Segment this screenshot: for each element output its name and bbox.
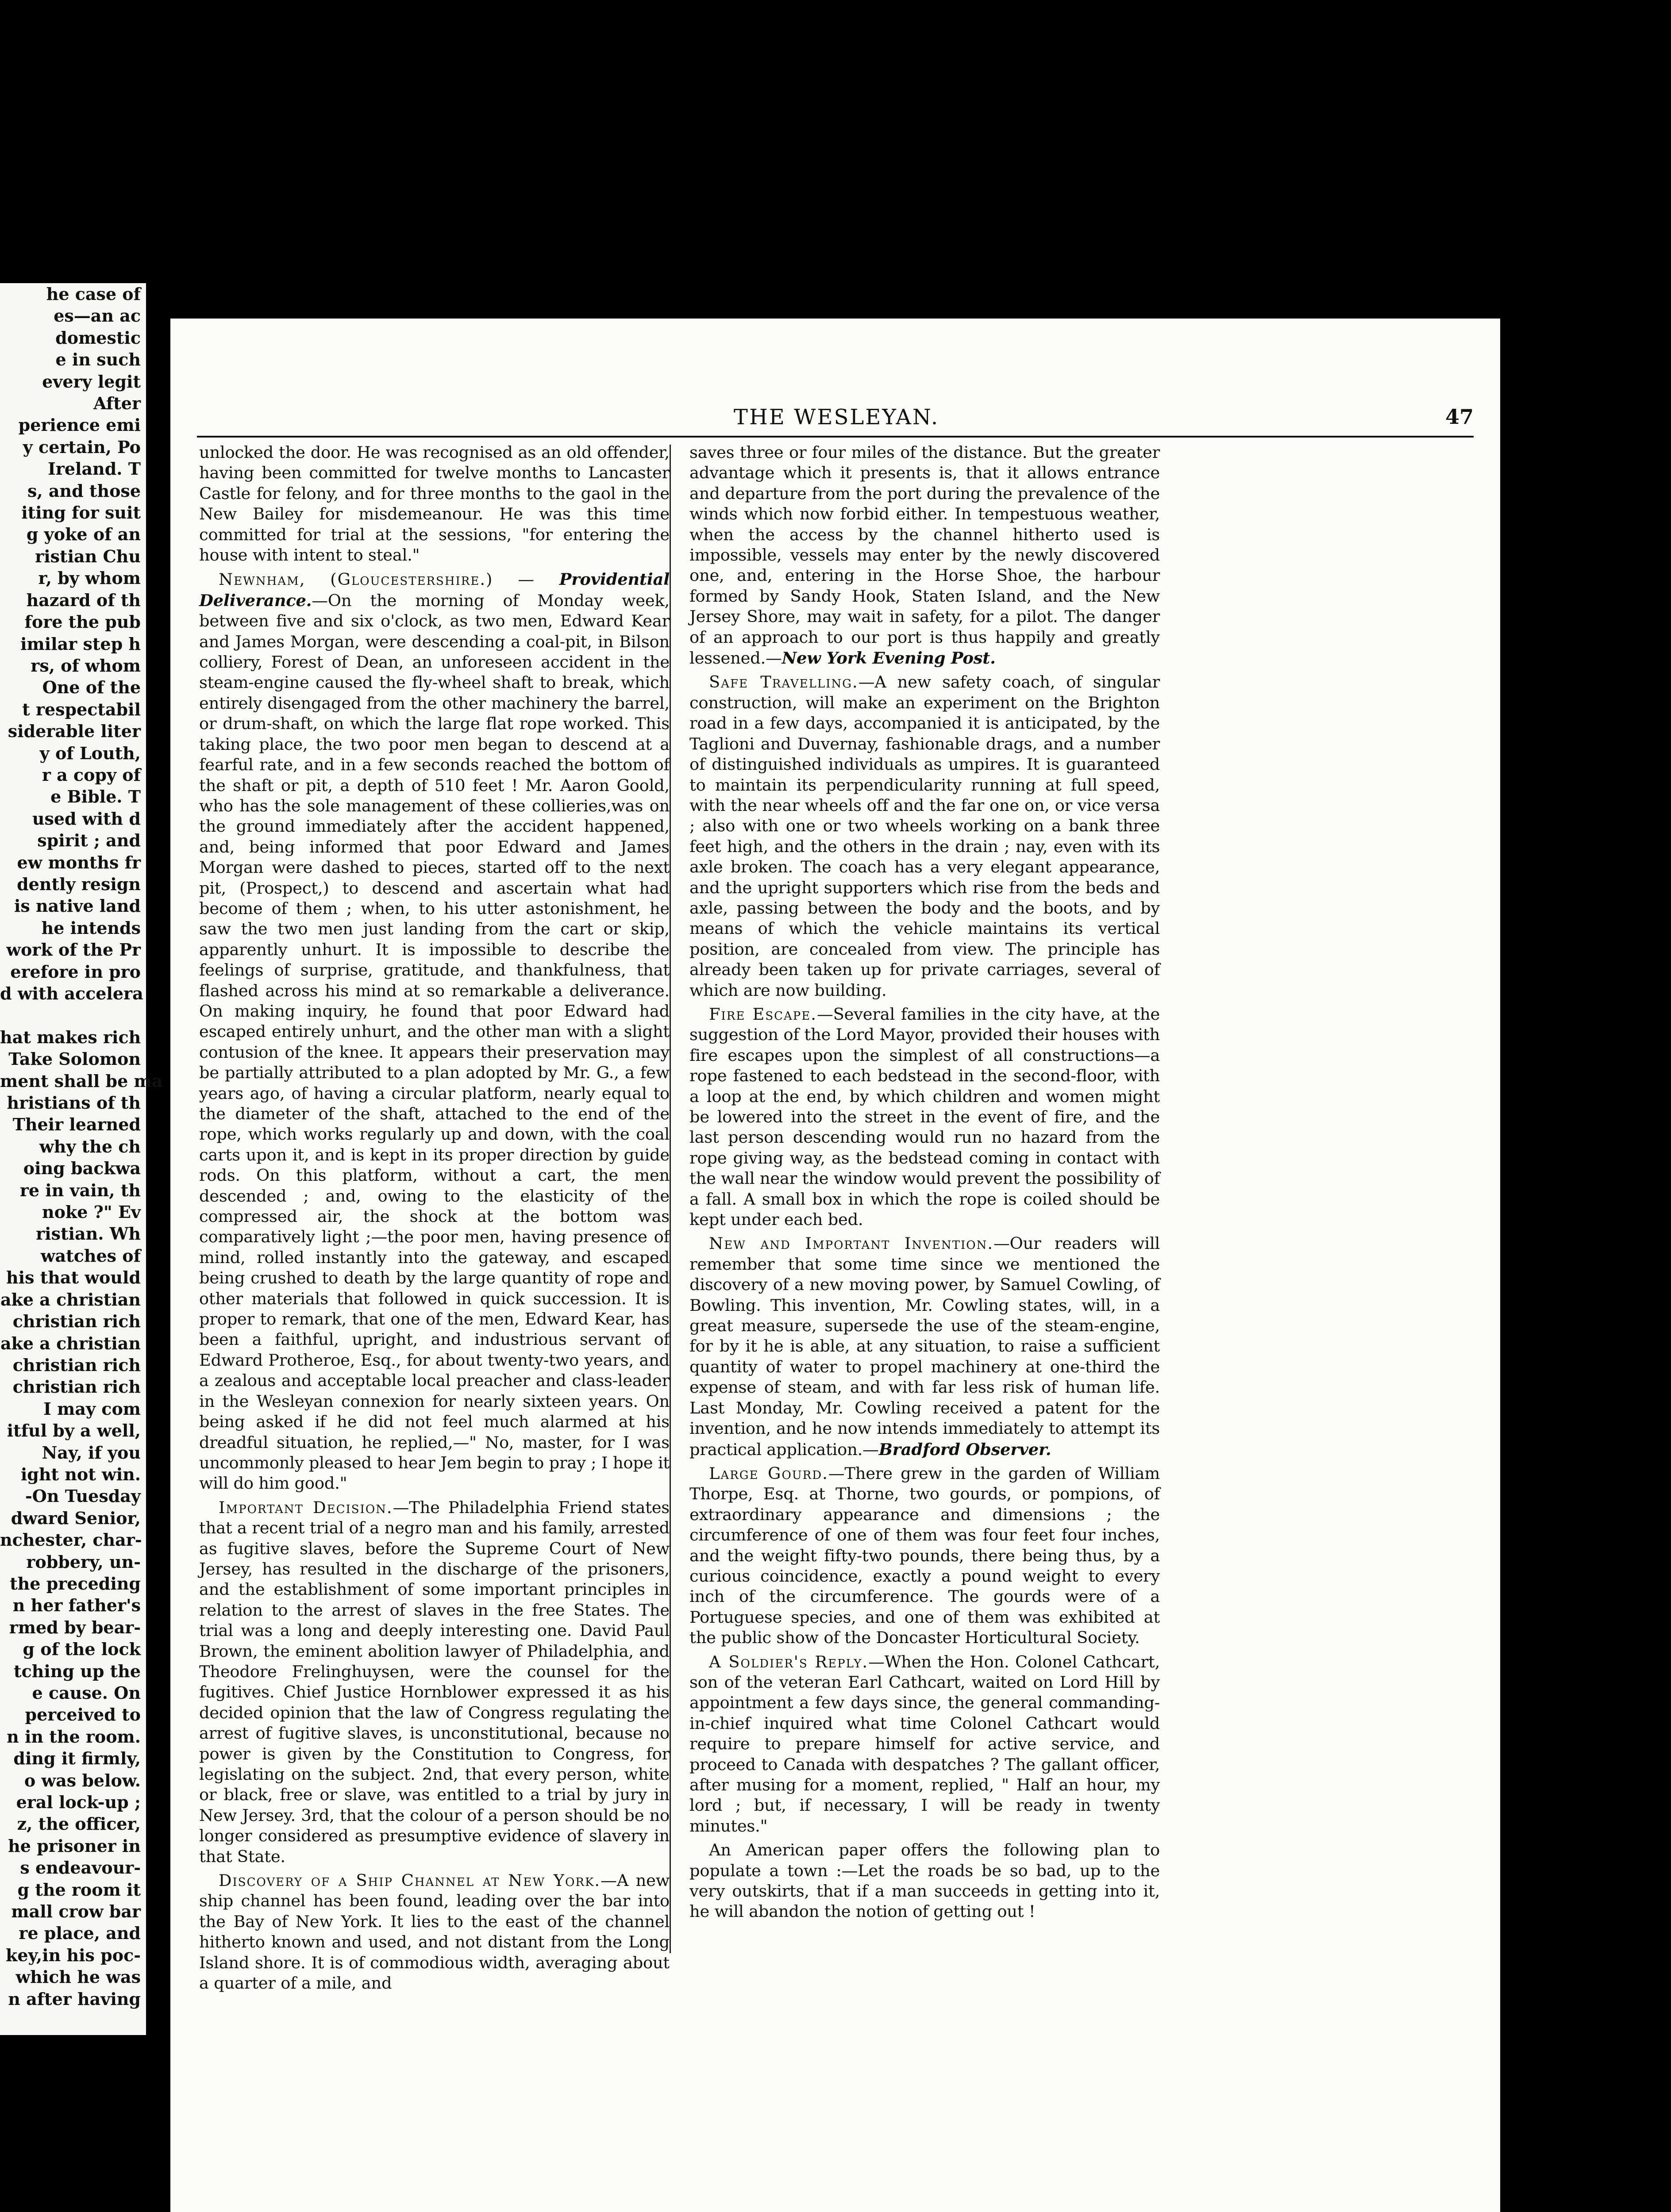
fragment-line: t respectabil: [22, 699, 141, 719]
fragment-line: n her father's: [12, 1595, 141, 1616]
article-body: —When the Hon. Colonel Cathcart, son of the veteran Earl Cathcart, waited on Lord Hill by appointment a few days since, the general commanding-in-chief inquired what time Colonel Cathcart would require to prepare himself for active service, and proceed to Canada with despatches ? The gallant officer, after musing for a moment, replied, " Half an hour, my lord ; but, if necessary, I will be ready in twenty minutes.": [689, 1652, 1160, 1836]
fragment-line: siderable liter: [8, 721, 141, 741]
fragment-line: watches of: [40, 1245, 141, 1266]
fragment-line: his that would: [6, 1267, 141, 1288]
fragment-line: he case of: [46, 284, 141, 304]
article-body: —Several families in the city have, at the suggestion of the Lord Mayor, provided their houses with fire escapes upon the simplest of all constructions—a rope fastened to each bedstead in the second-floor, with a loop at the end, by which children and women might be lowered into the street in the event of fire, and the last person descending would run no hazard from the rope giving way, as the bedstead coming in contact with the wall near the window would prevent the possibility of a fall. A small box in which the rope is coiled should be kept under each bed.: [689, 1004, 1160, 1229]
article-heading: New and Important Invention.: [709, 1234, 994, 1253]
fragment-line: robbery, un-: [26, 1551, 141, 1572]
fragment-line: rs, of whom: [31, 655, 141, 676]
article-paragraph: [689, 1652, 1160, 1837]
fragment-line: the preceding: [10, 1573, 141, 1594]
article-paragraph: [689, 1463, 1160, 1648]
article-source: Bradford Observer.: [878, 1439, 1051, 1459]
article-heading: Newnham, (Gloucestershire.) —: [219, 570, 535, 589]
fragment-line: re in vain, th: [19, 1180, 141, 1200]
fragment-line: ight not win.: [20, 1464, 141, 1484]
fragment-line: fore the pub: [24, 612, 141, 632]
fragment-line: iting for suit: [21, 503, 141, 523]
article-heading: A Soldier's Reply.: [709, 1652, 869, 1671]
fragment-line: ding it firmly,: [13, 1748, 141, 1769]
fragment-line: work of the Pr: [6, 940, 141, 960]
article-paragraph: [199, 569, 670, 1494]
fragment-line: erefore in pro: [10, 961, 141, 982]
fragment-line: imilar step h: [20, 634, 141, 654]
fragment-line: which he was: [15, 1967, 141, 1987]
article-body: —There grew in the garden of William Thorpe, Esq. at Thorne, two gourds, or pompions, of extraordinary appearance and dimensions ; the circumference of one of them was four feet four inches, and the weight fifty-two pounds, there being thus, by a curious coincidence, exactly a pound weight to every inch of the circumference. The gourds were of a Portuguese species, and one of them was exhibited at the public show of the Doncaster Horticultural Society.: [689, 1463, 1160, 1647]
article-paragraph: [689, 1004, 1160, 1230]
article-paragraph: [689, 1233, 1160, 1459]
right-column: [689, 442, 1160, 1926]
article-heading: Discovery of a Ship Channel at New York.: [219, 1871, 601, 1890]
fragment-line: ake a christian: [0, 1289, 141, 1310]
fragment-line: e Bible. T: [50, 787, 141, 807]
fragment-line: r, by whom: [38, 568, 141, 588]
fragment-line: re place, and: [19, 1923, 141, 1943]
fragment-line: spirit ; and: [37, 830, 141, 851]
article-body: An American paper offers the following plan to populate a town :—Let the roads be so bad, up to the very outskirts, that if a man succeeds in getting into it, he will abandon the notion of getting out !: [689, 1840, 1160, 1921]
fragment-line: g the room it: [17, 1879, 141, 1900]
article-paragraph: [199, 442, 670, 565]
fragment-line: y certain, Po: [23, 437, 141, 457]
fragment-line: Ireland. T: [48, 459, 141, 479]
fragment-line: domestic: [55, 327, 141, 348]
fragment-line: christian rich: [12, 1355, 141, 1375]
fragment-line: s endeavour-: [20, 1858, 141, 1878]
fragment-line: One of the: [42, 677, 141, 698]
fragment-line: every legit: [42, 371, 141, 392]
article-heading: Safe Travelling.: [709, 672, 859, 692]
fragment-line: hat makes rich: [0, 1027, 141, 1047]
fragment-line: eral lock-up ;: [16, 1792, 141, 1813]
fragment-line: he prisoner in: [8, 1836, 141, 1856]
fragment-line: nchester, char-: [0, 1530, 142, 1550]
article-heading: Large Gourd.: [709, 1463, 828, 1483]
fragment-line: Take Solomon: [8, 1049, 141, 1069]
fragment-line: y of Louth,: [39, 743, 141, 763]
adjacent-page-fragment: [0, 283, 163, 2035]
fragment-line: noke ?" Ev: [42, 1202, 141, 1222]
fragment-line: rmed by bear-: [9, 1617, 141, 1637]
fragment-line: d with accelera: [0, 983, 143, 1003]
page-number: 47: [1445, 405, 1474, 429]
article-source: New York Evening Post.: [782, 648, 996, 668]
article-paragraph: [689, 1840, 1160, 1922]
fragment-line: itful by a well,: [7, 1421, 141, 1441]
fragment-line: z, the officer,: [17, 1814, 141, 1834]
fragment-line: g yoke of an: [26, 524, 141, 545]
article-paragraph: [199, 1498, 670, 1867]
fragment-line: he intends: [41, 918, 141, 938]
fragment-line: key,in his poc-: [6, 1945, 141, 1965]
article-body: saves three or four miles of the distance. But the greater advantage which it presents is, that it allows entrance and departure from the port during the prevalence of the winds which now forbid either. In tempestuous weather, when the access by the channel hitherto used is impossible, vessels may enter by the newly discovered one, and, entering in the Horse Shoe, the harbour formed by Sandy Hook, Staten Island, and the New Jersey Shore, may wait in safety, for a pilot. The danger of an approach to our port is thus happily and greatly lessened.—: [689, 443, 1160, 668]
article-body: —A new ship channel has been found, leading over the bar into the Bay of New York. It lies to the east of the channel hitherto known and used, and not distant from the Long Island shore. It is of commodious width, averaging about a quarter of a mile, and: [199, 1871, 670, 1993]
fragment-line: n after having: [8, 1989, 141, 2009]
fragment-line: I may com: [43, 1398, 141, 1419]
fragment-line: g of the lock: [23, 1639, 141, 1659]
fragment-line: e in such: [55, 349, 141, 370]
fragment-line: tching up the: [14, 1661, 141, 1681]
fragment-line: s, and those: [27, 480, 141, 501]
fragment-line: is native land: [14, 896, 141, 916]
fragment-line: perience emi: [18, 415, 141, 435]
fragment-line: es—an ac: [54, 306, 141, 326]
fragment-line: mall crow bar: [11, 1901, 141, 1922]
fragment-line: Their learned: [12, 1114, 141, 1135]
fragment-line: -On Tuesday: [25, 1486, 141, 1506]
article-subheading: Providential Deliverance.: [199, 569, 670, 610]
fragment-line: ristian Chu: [35, 546, 141, 566]
article-body: —Our readers will remember that some time since we mentioned the discovery of a new moving power, by Samuel Cowling, of Bowling. This invention, Mr. Cowling states, will, in a great measure, supersede the use of the steam-engine, for by it he is able, at any situation, to raise a sufficient quantity of water to propel machinery at one-third the expense of steam, and with far less risk of human life. Last Monday, Mr. Cowling received a patent for the invention, and he now intends immediately to attempt its practical application.—: [689, 1234, 1160, 1459]
header-rule: [197, 436, 1474, 438]
running-title: THE WESLEYAN.: [733, 405, 939, 430]
fragment-line: Nay, if you: [42, 1442, 141, 1463]
fragment-line: [0, 1004, 146, 1026]
fragment-line: ment shall be ma: [0, 1071, 163, 1091]
fragment-line: why the ch: [39, 1136, 141, 1156]
fragment-line: n in the room.: [7, 1726, 141, 1747]
fragment-line: After: [93, 393, 141, 414]
fragment-line: used with d: [32, 808, 141, 829]
fragment-line: hazard of th: [26, 590, 141, 610]
article-paragraph: [689, 672, 1160, 1001]
fragment-line: r a copy of: [42, 764, 141, 785]
article-paragraph: [689, 442, 1160, 668]
fragment-line: oing backwa: [23, 1158, 141, 1179]
fragment-line: christian rich: [12, 1311, 141, 1332]
newspaper-page: [170, 319, 1500, 2212]
fragment-line: dward Senior,: [11, 1508, 141, 1528]
fragment-line: dently resign: [17, 874, 141, 894]
fragment-line: perceived to: [25, 1705, 141, 1725]
left-column: [199, 442, 670, 1997]
fragment-line: e cause. On: [32, 1683, 141, 1703]
article-body: —The Philadelphia Friend states that a recent trial of a negro man and his family, arrested as fugitive slaves, before the Supreme Court of New Jersey, has resulted in the discharge of the prisoners, and the establishment of some important principles in relation to the arrest of slaves in the free States. The trial was a long and deeply interesting one. David Paul Brown, the eminent abolition lawyer of Philadelphia, and Theodore Frelinghuysen, were the counsel for the fugitives. Chief Justice Hornblower expressed it as his decided opinion that the law of Congress regulating the arrest of fugitive slaves, is unconstitutional, because no power is given by the Constitution to Congress, for legislating on the subject. 2nd, that every person, white or black, free or slave, was entitled to a trial by jury in New Jersey. 3rd, that the colour of a person should be no longer considered as presumptive evidence of slavery in that State.: [199, 1498, 670, 1866]
fragment-line: o was below.: [24, 1770, 141, 1790]
fragment-line: hristians of th: [7, 1093, 141, 1113]
page-header: [199, 405, 1474, 436]
article-body: —On the morning of Monday week, between five and six o'clock, as two men, Edward Kear and James Morgan, were descending a coal-pit, in Bilson colliery, Forest of Dean, an unforeseen accident in the steam-engine caused the fly-wheel shaft to break, which entirely disengaged from the other machinery the barrel, or drum-shaft, on which the large flat rope worked. This taking place, the two poor men began to descend at a fearful rate, and in a few seconds reached the bottom of the shaft or pit, a depth of 510 feet ! Mr. Aaron Goold, who has the sole management of these collieries,was on the ground immediately after the accident happened, and, being informed that poor Edward and James Morgan were dashed to pieces, started off to the next pit, (Prospect,) to descend and ascertain what had become of them ; when, to his utter astonishment, he saw the two men just landing from the cart or skip, apparently unhurt. It is impossible to describe the feelings of surprise, gratitude, and thankfulness, that flashed across his mind at so remarkable a deliverance. On making inquiry, he found that poor Edward had escaped entirely unhurt, and the other man with a slight contusion of the knee. It appears their preservation may be partially attributed to a plan adopted by Mr. G., a few years ago, of having a circular platform, nearly equal to the diameter of the shaft, attached to the end of the rope, which works regularly up and down, with the coal carts upon it, and is kept in its proper direction by guide rods. On this platform, without a cart, the men descended ; and, owing to the elasticity of the compressed air, the shock at the bottom was comparatively light ;—the poor men, having presence of mind, rolled instantly into the gateway, and escaped being crushed to death by the large quantity of rope and other materials that followed in quick succession. It is proper to remark, that one of the men, Edward Kear, has been a faithful, upright, and industrious servant of Edward Protheroe, Esq., for about twenty-two years, and a zealous and acceptable local preacher and class-leader in the Wesleyan connexion for nearly sixteen years. On being asked if he did not feel much alarmed at his dreadful situation, he replied,—" No, master, for I was uncommonly pleased to hear Jem begin to pray ; I hope it will do him good.": [199, 591, 670, 1493]
article-paragraph: [199, 1870, 670, 1993]
article-body: unlocked the door. He was recognised as an old offender, having been committed for twelve months to Lancaster Castle for felony, and for three months to the gaol in the New Bailey for misdemeanour. He was this time committed for trial at the sessions, "for entering the house with intent to steal.": [199, 443, 670, 565]
fragment-line: ake a christian: [0, 1333, 141, 1353]
fragment-line: ew months fr: [17, 852, 141, 872]
column-divider: [670, 445, 671, 1953]
fragment-line: christian rich: [12, 1377, 141, 1397]
article-body: —A new safety coach, of singular construction, will make an experiment on the Brighton road in a few days, accompanied it is anticipated, by the Taglioni and Duvernay, fashionable drags, and a number of distinguished individuals as umpires. It is guaranteed to maintain its perpendicularity running at full speed, with the near wheels off and the far one on, or vice versa ; also with one or two wheels working on a bank three feet high, and the others in the drain ; nay, even with its axle broken. The coach has a very elegant appearance, and the upright supporters which rise from the beds and axle, passing between the body and the boots, and by means of which the vehicle maintains its vertical position, are concealed from view. The principle has already been taken up for private carriages, several of which are now building.: [689, 672, 1160, 1000]
article-heading: Important Decision.: [219, 1498, 393, 1517]
fragment-line: ristian. Wh: [36, 1224, 141, 1244]
article-heading: Fire Escape.: [709, 1004, 817, 1024]
